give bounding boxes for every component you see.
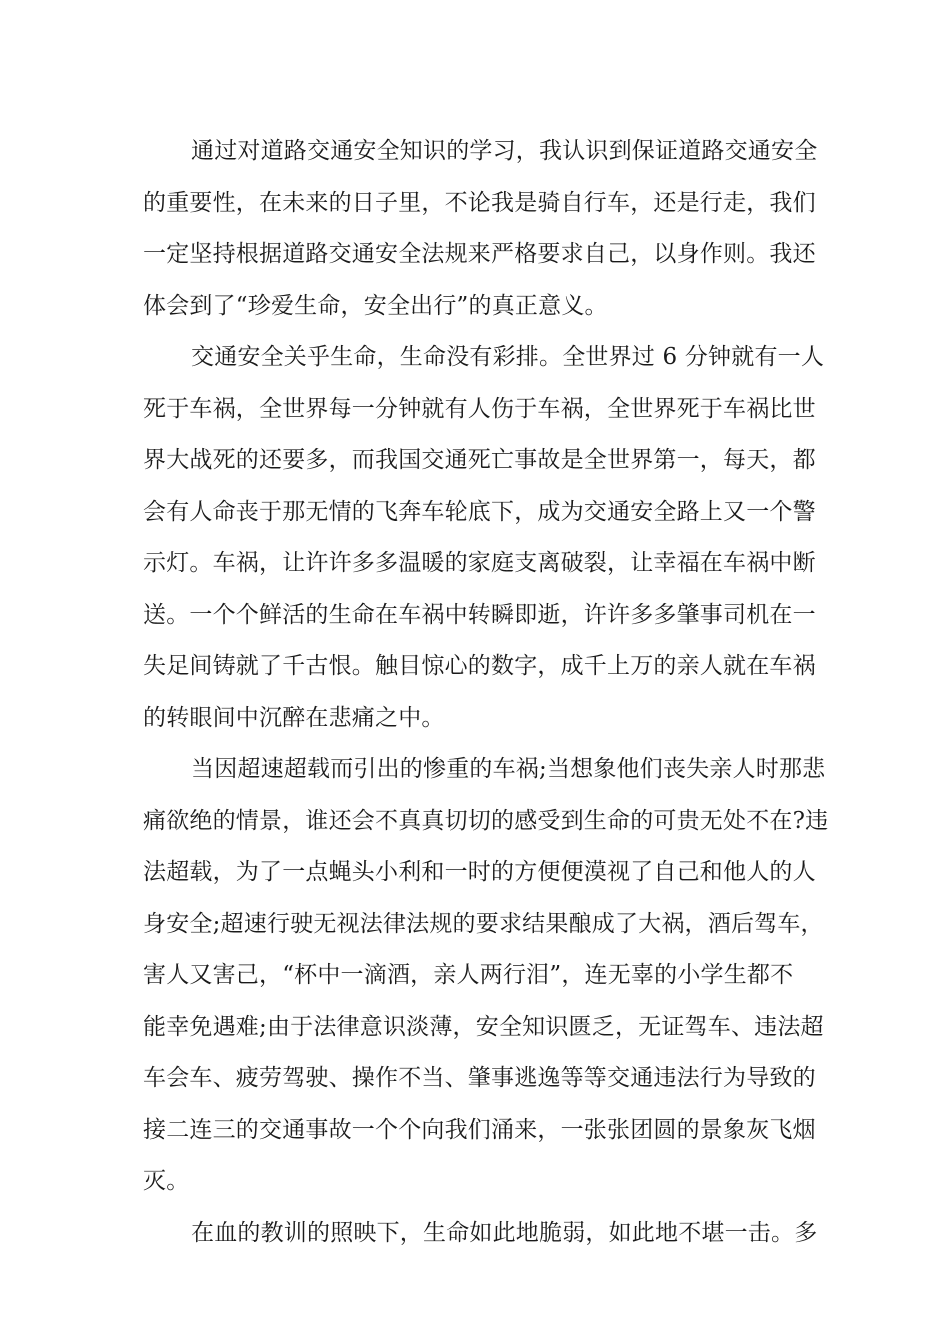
text-line: 在血的教训的照映下，生命如此地脆弱，如此地不堪一击。多 — [191, 1219, 818, 1246]
paragraph-1 — [143, 126, 818, 332]
paragraph-4 — [143, 1208, 818, 1260]
text-line: 一定坚持根据道路交通安全法规来严格要求自己，以身作则。我还 — [143, 241, 816, 267]
text-line: 示灯。车祸，让许许多多温暖的家庭支离破裂，让幸福在车祸中断 — [143, 550, 816, 576]
text-line: 交通安全关乎生命，生命没有彩排。全世界过 6 分钟就有一人 — [191, 344, 825, 370]
text-line: 法超载，为了一点蝇头小利和一时的方便便漠视了自己和他人的人 — [143, 859, 816, 885]
text-line: 的重要性，在未来的日子里，不论我是骑自行车，还是行走，我们 — [143, 189, 816, 216]
text-line: 接二连三的交通事故一个个向我们涌来，一张张团圆的景象灰飞烟 — [143, 1116, 816, 1143]
text-line: 当因超速超载而引出的惨重的车祸;当想象他们丧失亲人时那悲 — [191, 756, 826, 782]
text-line: 会有人命丧于那无情的飞奔车轮底下，成为交通安全路上又一个警 — [143, 498, 816, 525]
text-line: 界大战死的还要多，而我国交通死亡事故是全世界第一，每天，都 — [143, 447, 816, 473]
text-line: 通过对道路交通安全知识的学习，我认识到保证道路交通安全 — [191, 138, 818, 164]
text-line: 车会车、疲劳驾驶、操作不当、肇事逃逸等等交通违法行为导致的 — [143, 1065, 816, 1091]
text-line: 痛欲绝的情景，谁还会不真真切切的感受到生命的可贵无处不在?违 — [143, 807, 829, 834]
text-line: 体会到了“珍爱生命，安全出行”的真正意义。 — [143, 292, 608, 319]
text-line: 失足间铸就了千古恨。触目惊心的数字，成千上万的亲人就在车祸 — [143, 653, 816, 679]
text-line: 的转眼间中沉醉在悲痛之中。 — [143, 704, 445, 731]
text-line: 送。一个个鲜活的生命在车祸中转瞬即逝，许许多多肇事司机在一 — [143, 601, 816, 628]
text-line: 能幸免遇难;由于法律意识淡薄，安全知识匮乏，无证驾车、违法超 — [143, 1013, 824, 1040]
text-line: 身安全;超速行驶无视法律法规的要求结果酿成了大祸，酒后驾车， — [143, 910, 824, 937]
text-line: 害人又害己，“杯中一滴酒，亲人两行泪”，连无辜的小学生都不 — [143, 962, 794, 988]
text-line: 灭。 — [143, 1168, 190, 1194]
paragraph-2 — [143, 332, 825, 744]
text-line: 死于车祸，全世界每一分钟就有人伤于车祸，全世界死于车祸比世 — [143, 395, 816, 422]
paragraph-3 — [143, 744, 829, 1208]
document-body — [143, 126, 829, 1259]
